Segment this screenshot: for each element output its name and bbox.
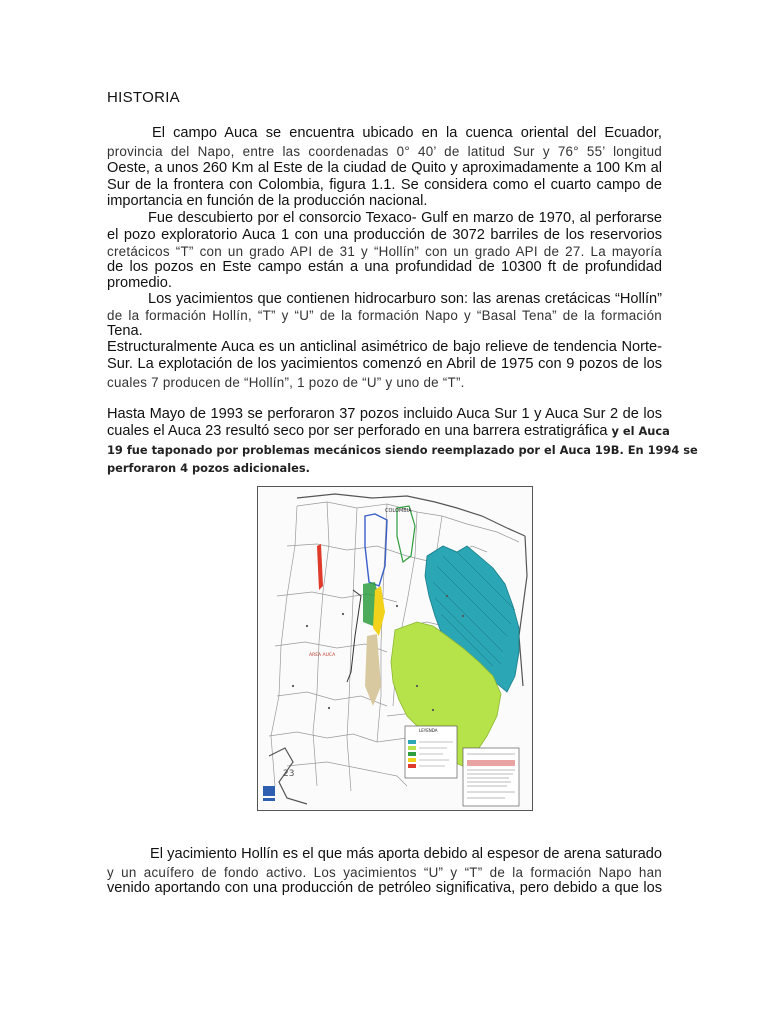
label-area-auca: AREA AUCA [309, 653, 336, 658]
paragraph-3-line: de la formación Hollín, “T” y “U” de la formación Napo y “Basal Tena” de la formación [107, 308, 662, 323]
paragraph-6-line: y un acuífero de fondo activo. Los yacimientos “U” y “T” de la formación Napo han [107, 865, 662, 880]
paragraph-4-line: cuales 7 producen de “Hollín”, 1 pozo de “U” y uno de “T”. [107, 375, 465, 390]
legend-swatch-red [408, 764, 416, 768]
paragraph-6-line: venido aportando con una producción de petróleo significativa, pero debido a que los [107, 880, 662, 896]
paragraph-1-line: importancia en función de la producción nacional. [107, 193, 428, 209]
paragraph-5-bold-line: perforaron 4 pozos adicionales. [107, 461, 310, 475]
map-title-block [463, 748, 519, 806]
paragraph-1-line: Oeste, a unos 260 Km al Este de la ciudad de Quito y aproximadamente a 100 Km al [107, 160, 662, 176]
paragraph-4-line: Sur. La explotación de los yacimientos comenzó en Abril de 1975 con 9 pozos de los [107, 356, 662, 372]
label-colombia: COLOMBIA [385, 508, 412, 514]
legend-swatch-lime [408, 746, 416, 750]
legend-swatch-teal [408, 740, 416, 744]
label-block-number: 23 [283, 769, 295, 779]
field-location-map [257, 486, 533, 811]
paragraph-1-line: Sur de la frontera con Colombia, figura 1.1. Se considera como el cuarto campo de [107, 177, 662, 193]
paragraph-5-bold-line: 19 fue taponado por problemas mecánicos siendo reemplazado por el Auca 19B. En 1994 se [107, 443, 698, 457]
paragraph-2-line: Fue descubierto por el consorcio Texaco- Gulf en marzo de 1970, al perforarse [148, 210, 662, 226]
map-logo [263, 786, 275, 801]
legend-title: LEYENDA [419, 728, 438, 733]
paragraph-3-line: Tena. [107, 323, 143, 339]
section-heading: HISTORIA [107, 89, 180, 106]
paragraph-1-line: El campo Auca se encuentra ubicado en la cuenca oriental del Ecuador, [152, 125, 662, 141]
paragraph-5-bold-text: y el Auca [607, 424, 670, 438]
paragraph-3-line: Los yacimientos que contienen hidrocarburo son: las arenas cretácicas “Hollín” [148, 291, 662, 307]
legend-swatch-yellow [408, 758, 416, 762]
paragraph-4-line: Estructuralmente Auca es un anticlinal asimétrico de bajo relieve de tendencia Norte- [107, 339, 662, 355]
map-legend [405, 726, 457, 778]
paragraph-2-line: promedio. [107, 275, 172, 291]
paragraph-2-line: cretácicos “T” con un grado API de 31 y “Hollín” con un grado API de 27. La mayoría [107, 244, 662, 259]
paragraph-5-line: Hasta Mayo de 1993 se perforaron 37 pozos incluido Auca Sur 1 y Auca Sur 2 de los [107, 406, 662, 422]
legend-swatch-green [408, 752, 416, 756]
paragraph-5-regular-text: cuales el Auca 23 resultó seco por ser perforado en una barrera estratigráfica [107, 423, 608, 439]
map-svg [257, 486, 533, 811]
paragraph-2-line: de los pozos en Este campo están a una profundidad de 10300 ft de profundidad [107, 259, 662, 275]
paragraph-5-line [107, 423, 670, 440]
paragraph-2-line: el pozo exploratorio Auca 1 con una producción de 3072 barriles de los reservorios [107, 227, 662, 243]
paragraph-1-line: provincia del Napo, entre las coordenadas 0° 40’ de latitud Sur y 76° 55’ longitud [107, 144, 662, 159]
paragraph-6-line: El yacimiento Hollín es el que más aporta debido al espesor de arena saturado [150, 846, 662, 862]
